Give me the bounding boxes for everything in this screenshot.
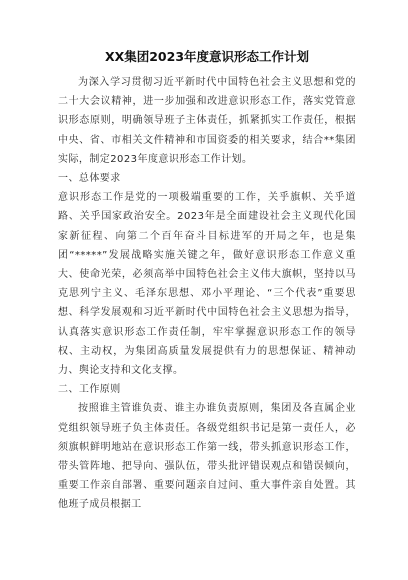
section-heading-general-requirements: 一、总体要求 bbox=[58, 173, 121, 185]
intro-paragraph: 为深入学习贯彻习近平新时代中国特色社会主义思想和党的二十大会议精神，进一步加强和改进意识形态工作，落实党管意识形态原则，明确领导班子主体责任，抓紧抓实工作责任，根据中央、省、市相关文件精神和市国资委的相关要求，结合**集团实际，制定2023年度意识形态工作计划。 bbox=[58, 77, 356, 165]
section-body-work-principles: 按照谁主管谁负责、谁主办谁负责原则，集团及各直属企业党组织领导班子负主体责任。各级党组织书记是第一责任人，必须旗帜鲜明地站在意识形态工作第一线，带头抓意识形态工作，带头管阵地、把导向、强队伍，带头批评错误观点和错误倾向，重要工作亲自部署、重要问题亲自过问、重大事件亲自处置。其他班子成员根据工 bbox=[58, 403, 356, 511]
section-heading-work-principles: 二、工作原则 bbox=[58, 384, 121, 396]
document-title: XX集团2023年度意识形态工作计划 bbox=[104, 49, 310, 64]
section-body-general-requirements: 意识形态工作是党的一项极端重要的工作，关乎旗帜、关乎道路、关乎国家政治安全。2023年是全面建设社会主义现代化国家新征程、向第二个百年奋斗目标进军的开局之年，也是集团“*****”发展战略实施关键之年，做好意识形态工作意义重大、使命光荣，必须高举中国特色社会主义伟大旗帜，坚持以马克思列宁主义、毛泽东思想、邓小平理论、“三个代表”重要思想、科学发展观和习近平新时代中国特色社会主义思想为指导，认真落实意识形态工作责任制，牢牢掌握意识形态工作的领导权、主动权，为集团高质量发展提供有力的思想保证、精神动力、舆论支持和文化支撑。 bbox=[58, 192, 356, 377]
